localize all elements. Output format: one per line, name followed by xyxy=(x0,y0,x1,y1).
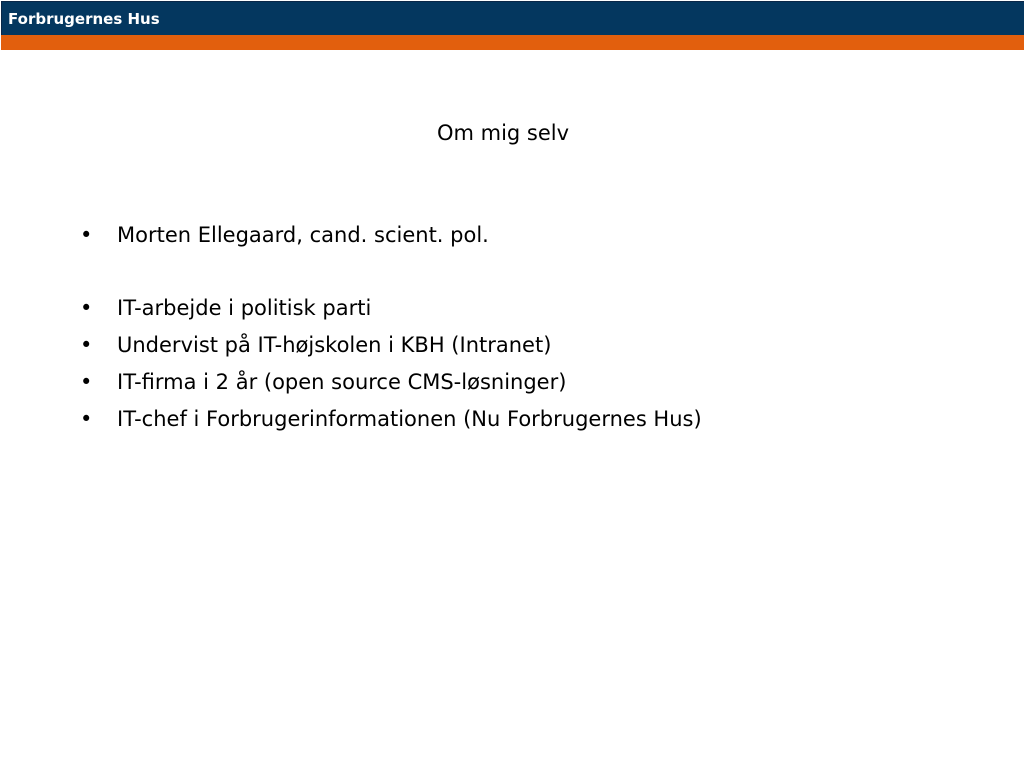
header-bar xyxy=(1,1,1024,35)
bullet-icon: • xyxy=(80,407,93,431)
bullet-icon: • xyxy=(80,223,93,247)
bullet-text: IT-chef i Forbrugerinformationen (Nu Forbrugernes Hus) xyxy=(117,407,702,431)
header-accent-bar xyxy=(1,35,1024,50)
slide-title: Om mig selv xyxy=(436,121,570,145)
bullet-text: Undervist på IT-højskolen i KBH (Intranet) xyxy=(117,333,552,357)
bullet-icon: • xyxy=(80,296,93,320)
bullet-icon: • xyxy=(80,333,93,357)
brand-logo-text: Forbrugernes Hus xyxy=(8,10,160,28)
header-banner xyxy=(0,0,1024,51)
bullet-text: IT-firma i 2 år (open source CMS-løsninger) xyxy=(117,370,567,394)
bullet-text: IT-arbejde i politisk parti xyxy=(117,296,372,320)
bullet-text: Morten Ellegaard, cand. scient. pol. xyxy=(117,223,489,247)
bullet-icon: • xyxy=(80,370,93,394)
